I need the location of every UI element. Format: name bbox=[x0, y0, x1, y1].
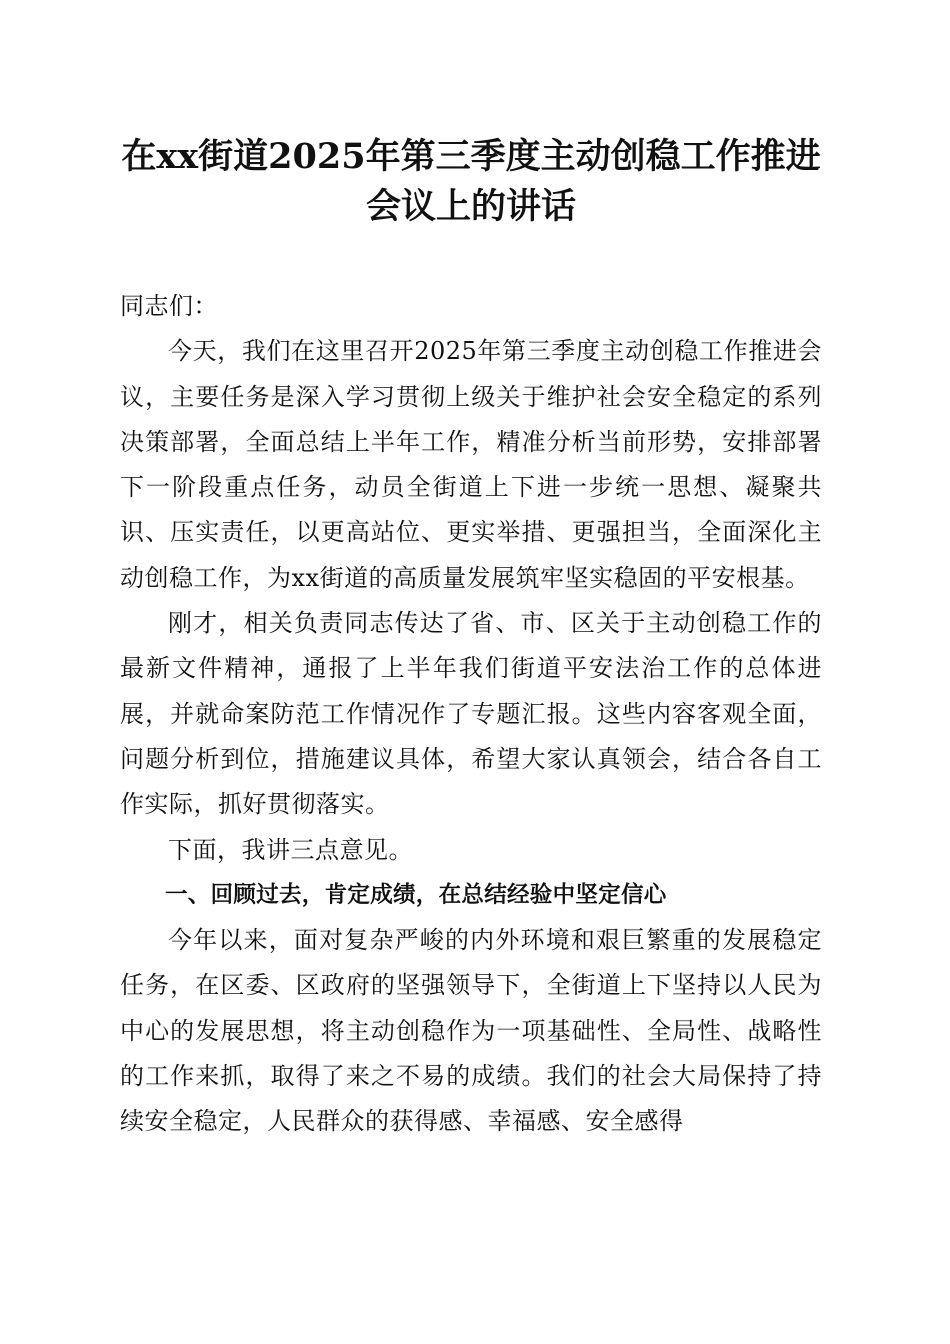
paragraph-3: 下面，我讲三点意见。 bbox=[168, 835, 413, 864]
section-heading-1: 一、回顾过去，肯定成绩，在总结经验中坚定信心 bbox=[165, 881, 667, 908]
title-line-1: 在xx街道2025年第三季度主动创稳工作推进 bbox=[121, 136, 821, 177]
paragraph-1: 今天，我们在这里召开2025年第三季度主动创稳工作推进会议，主要任务是深入学习贯彻上级关于维护社会安全稳定的系列决策部署，全面总结上半年工作，精准分析当前形势，安排部署下一阶段重点任务，动员全街道上下进一步统一思想、凝聚共识、压实责任，以更高站位、更实举措、更强担当，全面深化主动创稳工作，为xx街道的高质量发展筑牢坚实稳固的平安根基。 bbox=[120, 337, 822, 592]
document-title bbox=[120, 132, 822, 232]
title-line-2: 会议上的讲话 bbox=[365, 186, 576, 227]
document-page bbox=[120, 132, 822, 1145]
document-body bbox=[120, 284, 822, 1145]
paragraph-4: 今年以来，面对复杂严峻的内外环境和艰巨繁重的发展稳定任务，在区委、区政府的坚强领导下，全街道上下坚持以人民为中心的发展思想，将主动创稳作为一项基础性、全局性、战略性的工作来抓，取得了来之不易的成绩。我们的社会大局保持了持续安全稳定，人民群众的获得感、幸福感、安全感得 bbox=[120, 926, 822, 1136]
salutation: 同志们： bbox=[120, 292, 218, 320]
paragraph-2: 刚才，相关负责同志传达了省、市、区关于主动创稳工作的最新文件精神，通报了上半年我们街道平安法治工作的总体进展，并就命案防范工作情况作了专题汇报。这些内容客观全面，问题分析到位，措施建议具体，希望大家认真领会，结合各自工作实际，抓好贯彻落实。 bbox=[120, 609, 822, 819]
